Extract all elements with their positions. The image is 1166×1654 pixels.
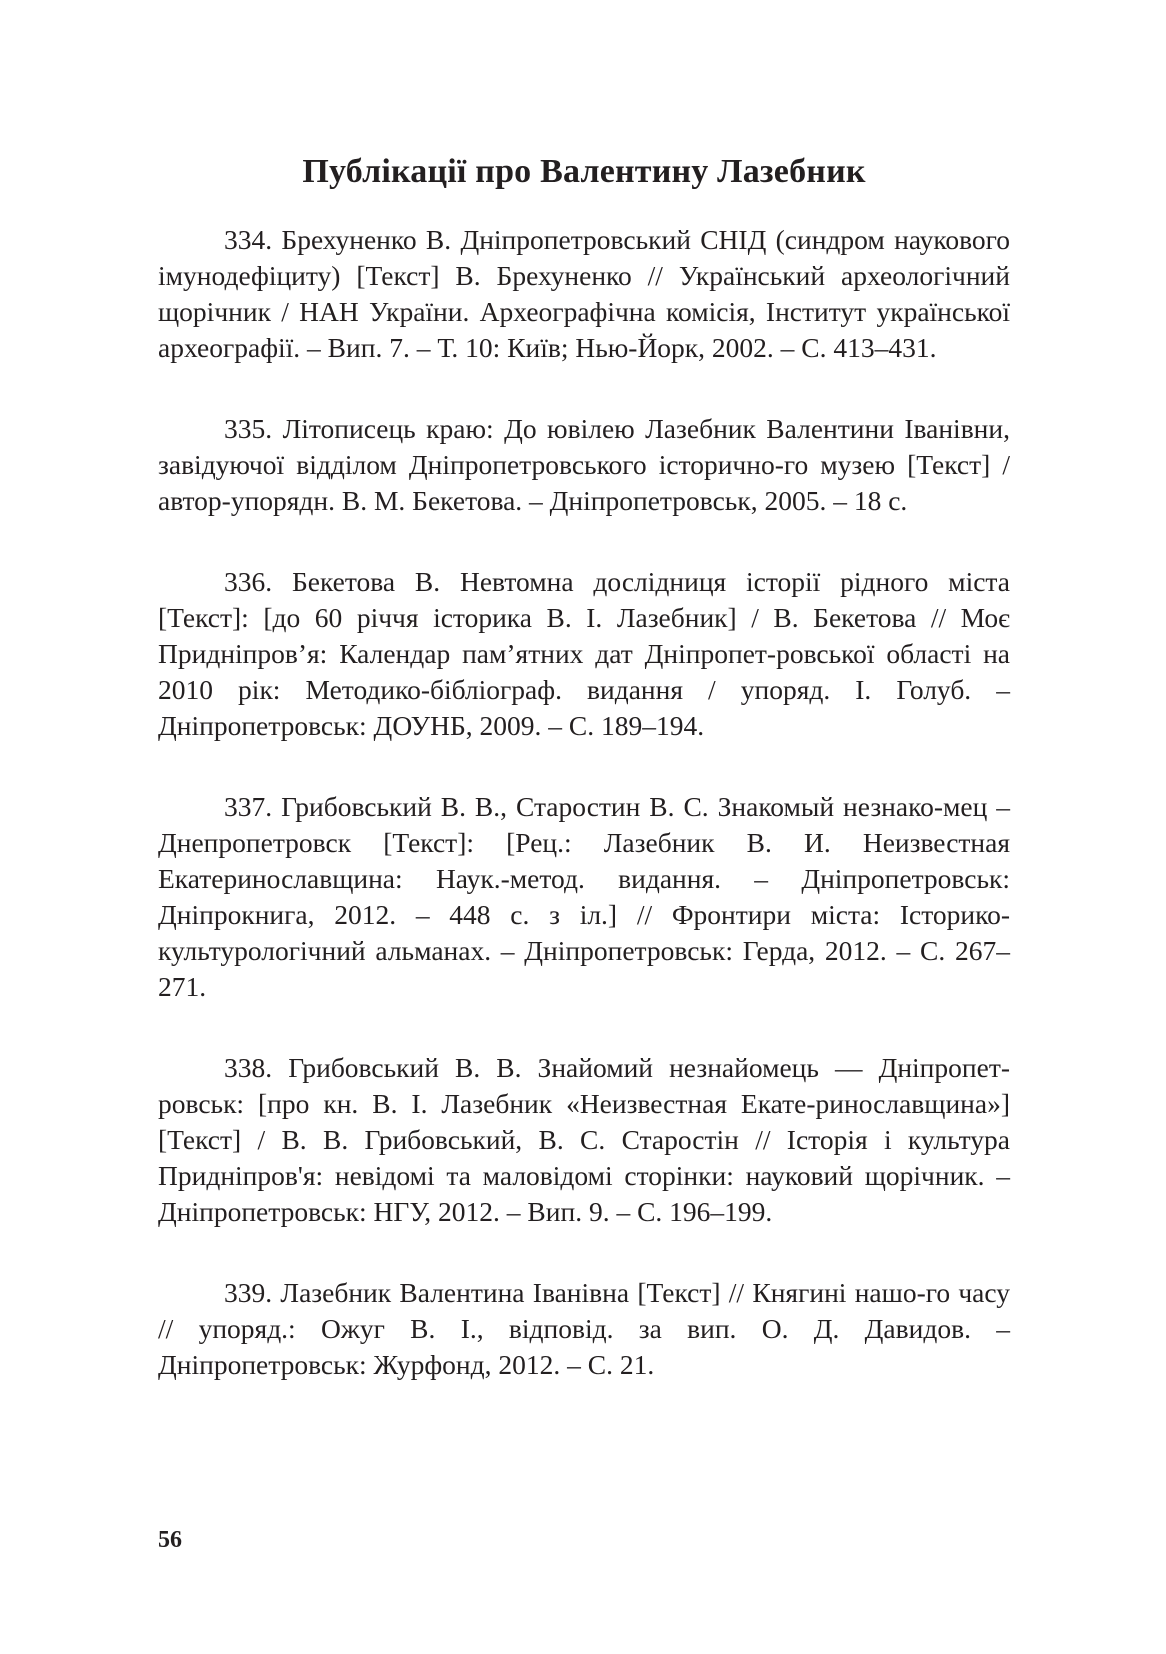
bibliography-entry-337: 337. Грибовський В. В., Старостин В. С. Знакомый незнако-мец – Днепропетровск [Текст]: [Рец.: Лазебник В. И. Неизвестная Екатеринославщина: Наук.-метод. видання. – Дніпропетровськ: Дніпрокнига, 2012. – 448 с. з іл.] // Фронтири міста: Історико-культурологічний альманах. – Дніпропетровськ: Герда, 2012. – С. 267–271. — [158, 791, 1010, 1002]
bibliography-entry-336: 336. Бекетова В. Невтомна дослідниця історії рідного міста [Текст]: [до 60 річчя історика В. І. Лазебник] / В. Бекетова // Моє Придніпров’я: Календар пам’ятних дат Дніпропет-ровської області на 2010 рік: Методико-бібліограф. видання / упоряд. І. Голуб. – Дніпропетровськ: ДОУНБ, 2009. – С. 189–194. — [158, 566, 1010, 741]
document-page — [158, 0, 1010, 1654]
page-number: 56 — [158, 1527, 182, 1553]
bibliography-entry-339: 339. Лазебник Валентина Іванівна [Текст] // Княгині нашо-го часу // упоряд.: Ожуг В. І., відповід. за вип. О. Д. Давидов. – Дніпропетровськ: Журфонд, 2012. – С. 21. — [158, 1277, 1010, 1380]
bibliography-list — [158, 222, 1010, 1383]
page-title: Публікації про Валентину Лазебник — [302, 153, 866, 190]
bibliography-entry-338: 338. Грибовський В. В. Знайомий незнайомець — Дніпропет-ровськ: [про кн. В. І. Лазебник «Неизвестная Екате-ринославщина»] [Текст] / В. В. Грибовський, В. С. Старостін // Історія і культура Придніпров'я: невідомі та маловідомі сторінки: науковий щорічник. – Дніпропетровськ: НГУ, 2012. – Вип. 9. – С. 196–199. — [158, 1052, 1010, 1227]
bibliography-entry-335: 335. Літописець краю: До ювілею Лазебник Валентини Іванівни, завідуючої відділом Дніпропетровського історично-го музею [Текст] / автор-упорядн. В. М. Бекетова. – Дніпропетровськ, 2005. – 18 с. — [158, 413, 1010, 516]
bibliography-entry-334: 334. Брехуненко В. Дніпропетровський СНІД (синдром наукового імунодефіциту) [Текст] В. Брехуненко // Український археологічний щорічник / НАН України. Археографічна комісія, Інститут української археографії. – Вип. 7. – Т. 10: Київ; Нью-Йорк, 2002. – С. 413–431. — [158, 224, 1010, 363]
